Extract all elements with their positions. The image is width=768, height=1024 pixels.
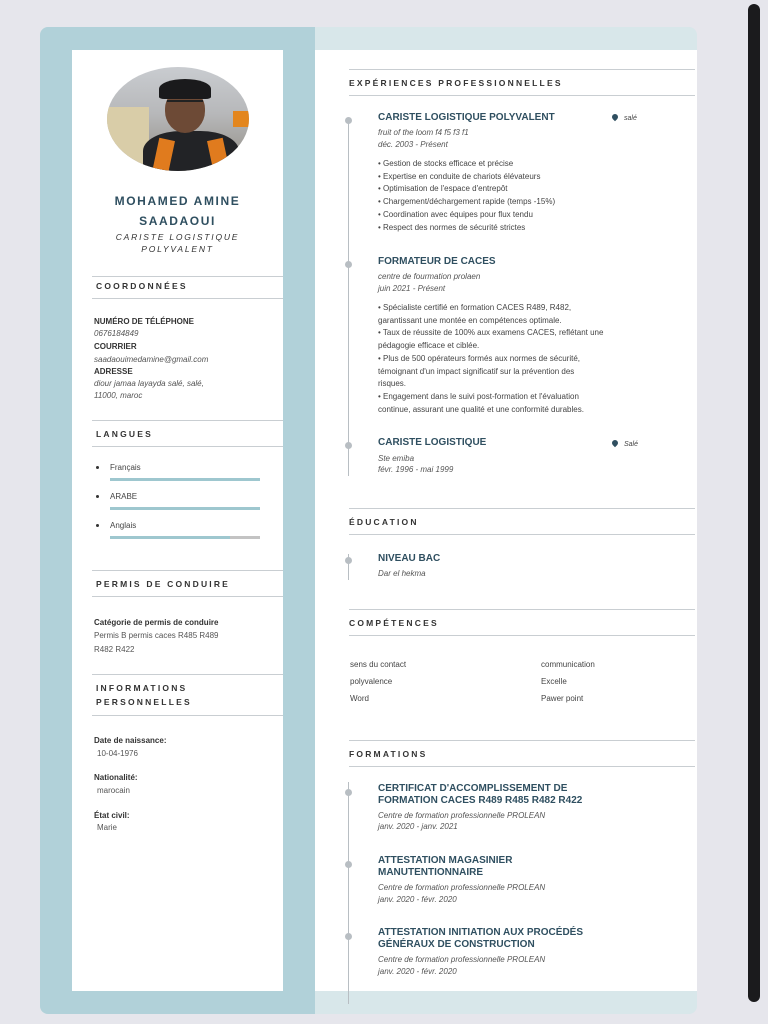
- training-title: ATTESTATION INITIATION AUX PROCÉDÉS GÉNÉRAUX DE CONSTRUCTION: [378, 927, 583, 950]
- nationality-label: Nationalité:: [94, 773, 138, 782]
- language-level-bar: [110, 478, 260, 481]
- vertical-scrollbar[interactable]: [748, 4, 760, 1002]
- language-item: ARABE: [96, 492, 137, 501]
- education-heading: ÉDUCATION: [349, 517, 419, 527]
- language-item: Anglais: [96, 521, 136, 530]
- divider: [92, 298, 283, 299]
- divider: [349, 95, 695, 96]
- email-value: saadaouimedamine@gmail.com: [94, 355, 209, 364]
- language-level-bar: [110, 507, 260, 510]
- skill-item: Word: [350, 694, 369, 703]
- profile-photo: [107, 67, 249, 171]
- divider: [92, 715, 283, 716]
- email-label: COURRIER: [94, 342, 137, 351]
- job-company: fruit of the loom f4 f5 f3 f1: [378, 128, 469, 137]
- divider: [349, 766, 695, 767]
- job-company: centre de fourmation prolaen: [378, 272, 481, 281]
- divider: [349, 609, 695, 610]
- birth-value: 10-04-1976: [97, 749, 138, 758]
- divider: [349, 69, 695, 70]
- job-location: Salé: [612, 440, 638, 448]
- job-company: Ste emiba: [378, 454, 415, 463]
- resume-page: [40, 27, 697, 1014]
- personal-heading: INFORMATIONS PERSONNELLES: [96, 683, 192, 707]
- training-dates: janv. 2020 - févr. 2020: [378, 895, 457, 904]
- candidate-name: MOHAMED AMINE SAADAOUI: [114, 194, 241, 228]
- skill-item: Excelle: [541, 677, 567, 686]
- experience-heading: EXPÉRIENCES PROFESSIONNELLES: [349, 78, 563, 88]
- divider: [349, 508, 695, 509]
- timeline-dot: [345, 861, 352, 868]
- license-label: Catégorie de permis de conduire: [94, 618, 219, 627]
- divider: [92, 446, 283, 447]
- skills-heading: COMPÉTENCES: [349, 618, 439, 628]
- training-dates: janv. 2020 - janv. 2021: [378, 822, 458, 831]
- education-title: NIVEAU BAC: [378, 553, 441, 564]
- timeline-dot: [345, 442, 352, 449]
- language-item: Français: [96, 463, 141, 472]
- divider: [92, 570, 283, 571]
- license-heading: PERMIS DE CONDUIRE: [96, 579, 231, 589]
- skill-item: Pawer point: [541, 694, 584, 703]
- contact-heading: COORDONNÉES: [96, 281, 188, 291]
- divider: [92, 276, 283, 277]
- birth-label: Date de naissance:: [94, 736, 167, 745]
- nationality-value: marocain: [97, 786, 130, 795]
- license-value: Permis B permis caces R485 R489 R482 R422: [94, 631, 219, 654]
- civil-value: Marie: [97, 823, 118, 832]
- language-level-bar: [110, 536, 260, 539]
- trainings-timeline: [348, 782, 349, 1004]
- divider: [92, 596, 283, 597]
- job-dates: juin 2021 - Présent: [378, 284, 446, 293]
- education-school: Dar el hekma: [378, 569, 426, 578]
- skill-item: communication: [541, 660, 595, 669]
- job-title: CARISTE LOGISTIQUE POLYVALENT: [378, 112, 555, 123]
- job-bullets: • Gestion de stocks efficace et précise • Expertise en conduite de chariots élévateurs • Optimisation de l'espace d'entrepôt • Chargement/déchargement rapide (temps -15%) • Coordination avec équipes pour flux tendu • Respect des normes de sécurité strictes: [378, 159, 556, 232]
- job-title: CARISTE LOGISTIQUE: [378, 437, 487, 448]
- training-org: Centre de formation professionnelle PROLEAN: [378, 955, 546, 964]
- trainings-heading: FORMATIONS: [349, 749, 428, 759]
- job-bullets: • Spécialiste certifié en formation CACES R489, R482, garantissant une montée en compétences optimale. • Taux de réussite de 100% aux examens CACES, reflétant une pédagogie efficace et ciblée. • Plus de 500 opérateurs formés aux normes de sécurité, témoignant d'un impact significatif sur la prévention des risques. • Engagement dans le suivi post-formation et l'évaluation continue, assurant une qualité et une conformité durables.: [378, 303, 604, 414]
- skill-item: polyvalence: [350, 677, 393, 686]
- divider: [92, 420, 283, 421]
- location-pin-icon: [611, 439, 619, 447]
- address-label: ADRESSE: [94, 367, 133, 376]
- job-dates: févr. 1996 - mai 1999: [378, 465, 454, 474]
- divider: [349, 534, 695, 535]
- training-dates: janv. 2020 - févr. 2020: [378, 967, 457, 976]
- job-dates: déc. 2003 - Présent: [378, 140, 448, 149]
- skill-item: sens du contact: [350, 660, 407, 669]
- training-title: CERTIFICAT D'ACCOMPLISSEMENT DE FORMATION CACES R489 R485 R482 R422: [378, 783, 583, 806]
- job-location: salé: [612, 114, 637, 122]
- job-title: FORMATEUR DE CACES: [378, 256, 496, 267]
- timeline-dot: [345, 261, 352, 268]
- phone-label: NUMÉRO DE TÉLÉPHONE: [94, 317, 195, 326]
- timeline-dot: [345, 557, 352, 564]
- experience-timeline: [348, 120, 349, 476]
- languages-heading: LANGUES: [96, 429, 153, 439]
- timeline-dot: [345, 789, 352, 796]
- training-org: Centre de formation professionnelle PROLEAN: [378, 811, 546, 820]
- location-pin-icon: [611, 113, 619, 121]
- civil-label: État civil:: [94, 811, 130, 820]
- timeline-dot: [345, 117, 352, 124]
- divider: [349, 740, 695, 741]
- timeline-dot: [345, 933, 352, 940]
- address-value: diour jamaa layayda salé, salé, 11000, maroc: [94, 379, 204, 400]
- divider: [349, 635, 695, 636]
- training-org: Centre de formation professionnelle PROLEAN: [378, 883, 546, 892]
- divider: [92, 674, 283, 675]
- training-title: ATTESTATION MAGASINIER MANUTENTIONNAIRE: [378, 855, 513, 878]
- phone-value: 0676184849: [94, 329, 139, 338]
- left-column: [72, 50, 283, 991]
- right-column: [315, 50, 697, 991]
- candidate-title: CARISTE LOGISTIQUE POLYVALENT: [115, 232, 240, 254]
